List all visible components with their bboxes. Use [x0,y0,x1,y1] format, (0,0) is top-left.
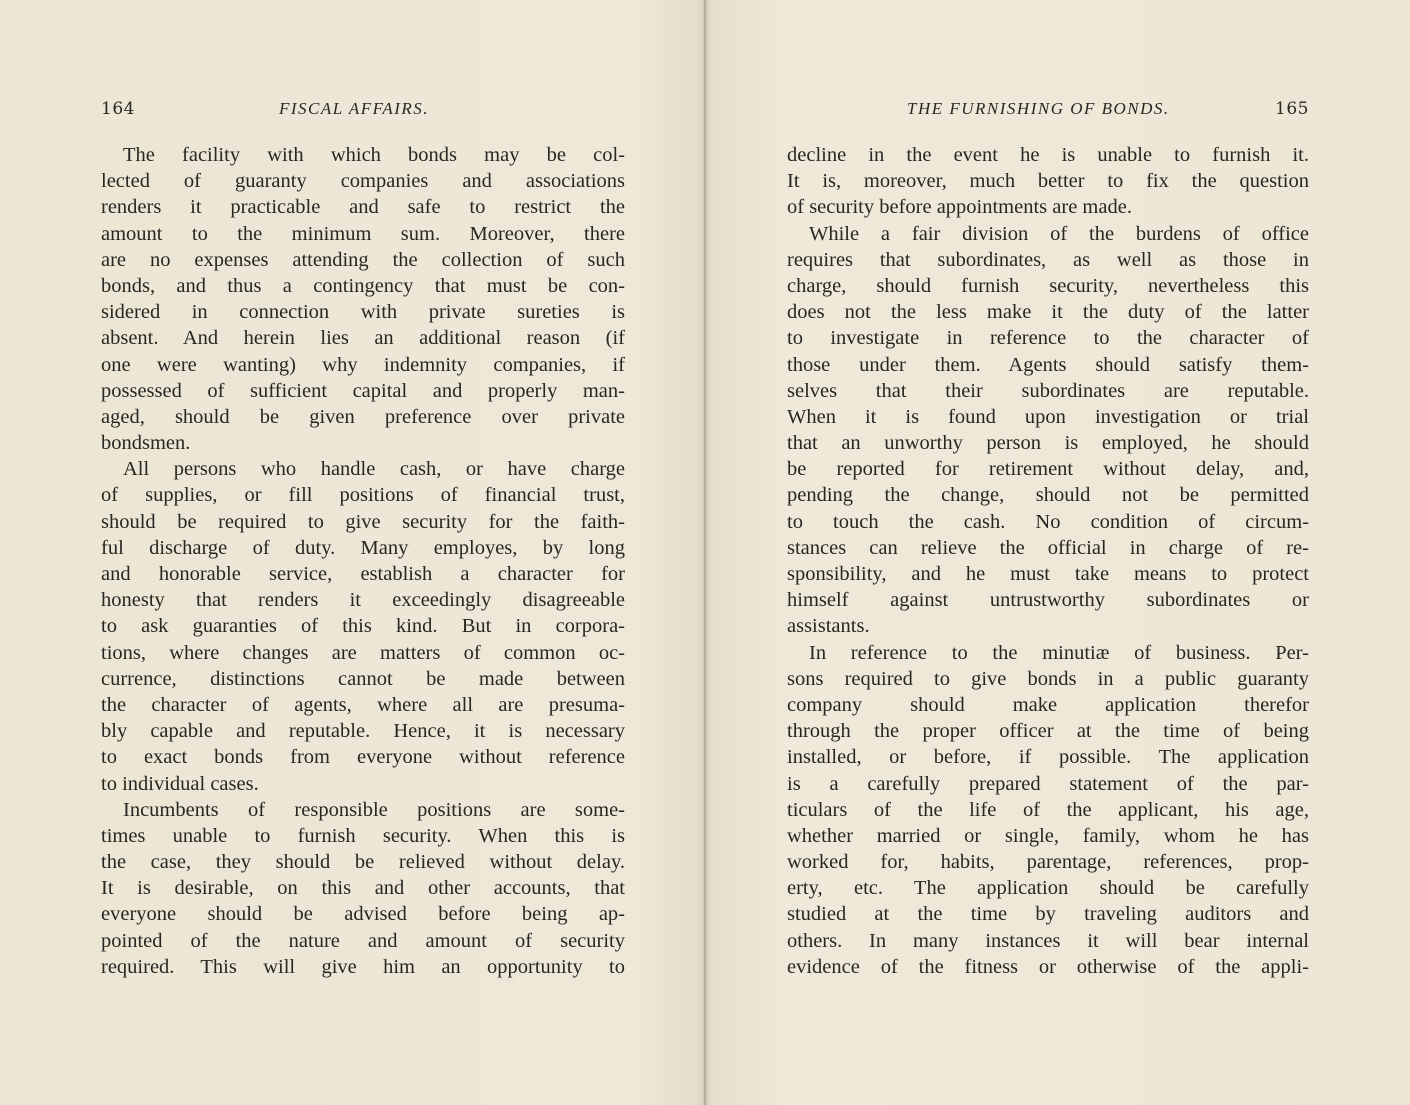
text-line: to exact bonds from everyone without reference [101,746,625,769]
text-line: requires that subordinates, as well as those in [787,248,1309,271]
left-running-title: FISCAL AFFAIRS. [279,99,429,118]
text-line: absent. And herein lies an additional reason (if [101,327,625,350]
text-line: to ask guaranties of this kind. But in corpora- [101,615,625,638]
text-line: bonds, and thus a contingency that must be con- [101,274,625,297]
text-line: bly capable and reputable. Hence, it is necessary [101,720,625,743]
left-running-head [101,99,625,125]
paragraph [787,640,1309,980]
text-line: should be required to give security for the faith- [101,510,625,533]
paragraph [787,221,1309,640]
text-line: sponsibility, and he must take means to protect [787,563,1309,585]
text-line: through the proper officer at the time of being [787,720,1309,743]
text-line: to individual cases. [101,772,259,795]
text-line: ticulars of the life of the applicant, his age, [787,798,1309,821]
text-line: assistants. [787,615,870,638]
text-line: possessed of sufficient capital and properly man- [101,379,625,402]
paragraph [101,797,625,980]
right-page [787,0,1309,1105]
text-line: one were wanting) why indemnity companies, if [101,353,625,376]
text-line: the case, they should be relieved without delay. [101,851,625,874]
text-line: whether married or single, family, whom he has [787,824,1309,847]
text-line: aged, should be given preference over private [101,405,625,428]
text-line: of supplies, or fill positions of financial trust, [101,484,625,507]
text-line: required. This will give him an opportunity to [101,955,625,978]
text-line: It is desirable, on this and other accounts, that [101,877,625,900]
text-line: Incumbents of responsible positions are some- [123,798,625,821]
text-line: of security before appointments are made. [787,196,1132,219]
text-line: amount to the minimum sum. Moreover, there [101,222,625,245]
text-line: and honorable service, establish a character for [101,563,625,585]
text-line: sons required to give bonds in a public guaranty [787,667,1309,690]
text-line: those under them. Agents should satisfy them- [787,353,1309,376]
text-line: studied at the time by traveling auditors and [787,903,1309,926]
text-line: selves that their subordinates are reputable. [787,379,1309,402]
right-body-text [787,142,1309,980]
text-line: himself against untrustworthy subordinates or [787,589,1309,612]
text-line: that an unworthy person is employed, he should [787,432,1309,455]
text-line: the character of agents, where all are presuma- [101,693,625,716]
text-line: While a fair division of the burdens of office [809,222,1309,245]
text-line: The facility with which bonds may be col- [123,144,625,166]
text-line: be reported for retirement without delay, and, [787,458,1309,481]
text-line: When it is found upon investigation or trial [787,405,1309,428]
paragraph [101,142,625,456]
right-page-number: 165 [1275,99,1309,119]
left-body-text [101,142,625,980]
left-page-number: 164 [101,99,135,119]
text-line: currence, distinctions cannot be made between [101,667,625,690]
book-gutter [703,0,707,1105]
text-line: others. In many instances it will bear internal [787,929,1309,952]
text-line: honesty that renders it exceedingly disagreeable [101,589,625,612]
text-line: tions, where changes are matters of common oc- [101,641,625,664]
text-line: sidered in connection with private sureties is [101,301,625,324]
text-line: to touch the cash. No condition of circum- [787,510,1309,533]
paragraph [787,142,1309,221]
right-running-title: THE FURNISHING OF BONDS. [907,99,1170,118]
text-line: ful discharge of duty. Many employes, by long [101,536,625,559]
left-page [101,0,625,1105]
text-line: All persons who handle cash, or have charge [123,458,625,481]
text-line: stances can relieve the official in charge of re- [787,536,1309,559]
text-line: worked for, habits, parentage, references, prop- [787,851,1309,874]
text-line: everyone should be advised before being ap- [101,903,625,926]
text-line: evidence of the fitness or otherwise of the appli- [787,955,1309,978]
text-line: pending the change, should not be permitted [787,484,1309,507]
text-line: is a carefully prepared statement of the par- [787,772,1309,795]
text-line: lected of guaranty companies and associations [101,170,625,193]
text-line: are no expenses attending the collection of such [101,248,625,271]
text-line: renders it practicable and safe to restrict the [101,196,625,219]
text-line: erty, etc. The application should be carefully [787,877,1309,900]
text-line: charge, should furnish security, nevertheless this [787,274,1309,297]
text-line: does not the less make it the duty of the latter [787,301,1309,324]
paragraph [101,456,625,796]
text-line: installed, or before, if possible. The application [787,746,1309,769]
text-line: times unable to furnish security. When this is [101,824,625,847]
text-line: company should make application therefor [787,693,1309,716]
right-running-head [787,99,1309,125]
text-line: decline in the event he is unable to furnish it. [787,144,1309,166]
text-line: to investigate in reference to the character of [787,327,1309,350]
text-line: pointed of the nature and amount of security [101,929,625,952]
text-line: In reference to the minutiæ of business. Per- [809,641,1309,664]
text-line: bondsmen. [101,432,191,455]
text-line: It is, moreover, much better to fix the question [787,170,1309,193]
